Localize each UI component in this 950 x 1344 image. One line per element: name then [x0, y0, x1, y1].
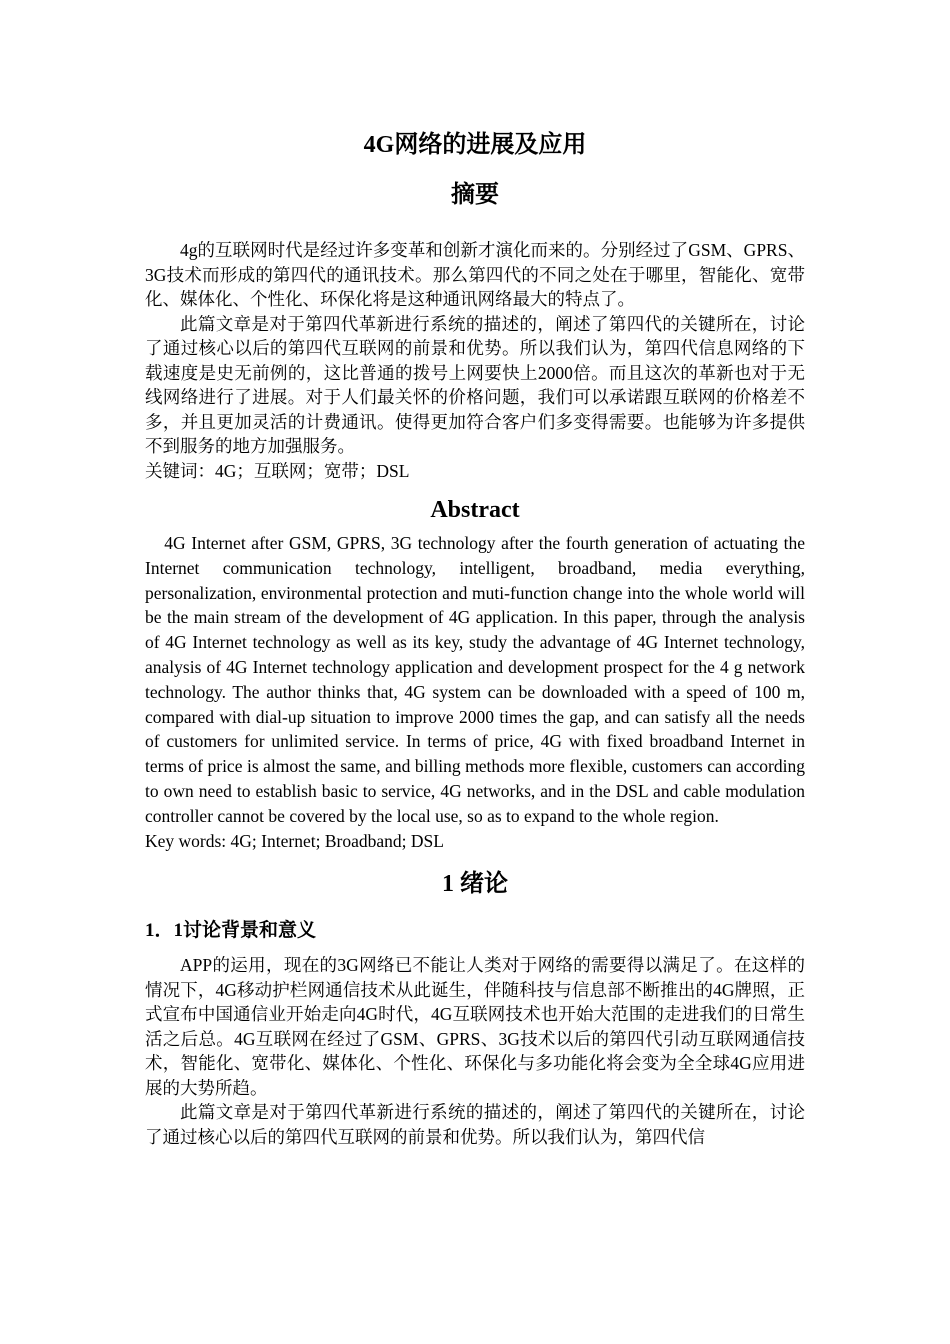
- english-abstract-paragraph: 4G Internet after GSM, GPRS, 3G technology after the fourth generation of actuating the Internet communication technology, intelligent, broadband, media everything, personalization, environmental protection and muti-function change into the whole world will be the main stream of the development of 4G application. In this paper, through the analysis of 4G Internet technology as well as its key, study the advantage of 4G Internet technology, analysis of 4G Internet technology application and development prospect for the 4 g network technology. The author thinks that, 4G system can be downloaded with a speed of 100 m, compared with dial-up situation to improve 2000 times the gap, and can satisfy all the needs of customers for unlimited service. In terms of price, 4G with fixed broadband Internet in terms of price is almost the same, and billing methods more flexible, customers can according to own need to establish basic to service, 4G networks, and in the DSL and cable modulation controller cannot be covered by the local use, so as to expand to the whole region.: [145, 533, 805, 826]
- abstract-heading: 摘要: [451, 182, 499, 208]
- chinese-abstract: [145, 238, 805, 483]
- english-abstract-heading: Abstract: [430, 497, 520, 523]
- document-title: 4G网络的进展及应用: [363, 132, 587, 158]
- abstract-paragraph-2: 此篇文章是对于第四代革新进行系统的描述的，阐述了第四代的关键所在，讨论了通过核心以后的第四代互联网的前景和优势。所以我们认为，第四代信息网络的下载速度是史无前例的，这比普通的拨号上网要快上2000倍。而且这次的革新也对于无线网络进行了进展。对于人们最关怀的价格问题，我们可以承诺跟互联网的价格差不多，并且更加灵活的计费通讯。使得更加符合客户们多变得需要。也能够为许多提供不到服务的地方加强服务。: [145, 313, 805, 456]
- section-1-1-paragraph-2: 此篇文章是对于第四代革新进行系统的描述的，阐述了第四代的关键所在，讨论了通过核心以后的第四代互联网的前景和优势。所以我们认为，第四代信: [145, 1102, 805, 1147]
- keywords-zh: 关键词：4G；互联网；宽带；DSL: [145, 460, 410, 481]
- section-1-heading: 1 绪论: [442, 871, 508, 898]
- abstract-paragraph-1: 4g的互联网时代是经过许多变革和创新才演化而来的。分别经过了GSM、GPRS、3G技术而形成的第四代的通讯技术。那么第四代的不同之处在于哪里，智能化、宽带化、媒体化、个性化、环保化将是这种通讯网络最大的特点了。: [145, 240, 805, 309]
- keywords-en: Key words: 4G; Internet; Broadband; DSL: [145, 830, 444, 851]
- document-page: [145, 128, 805, 1149]
- section-1-1-paragraph-1: APP的运用，现在的3G网络已不能让人类对于网络的需要得以满足了。在这样的情况下，4G移动护栏网通信技术从此诞生，伴随科技与信息部不断推出的4G牌照，正式宣布中国通信业开始走向4G时代，4G互联网技术也开始大范围的走进我们的日常生活之后总。4G互联网在经过了GSM、GPRS、3G技术以后的第四代引动互联网通信技术，智能化、宽带化、媒体化、个性化、环保化与多功能化将会变为全全球4G应用进展的大势所趋。: [145, 955, 805, 1098]
- section-1-1-heading: 1．1讨论背景和意义: [145, 920, 317, 942]
